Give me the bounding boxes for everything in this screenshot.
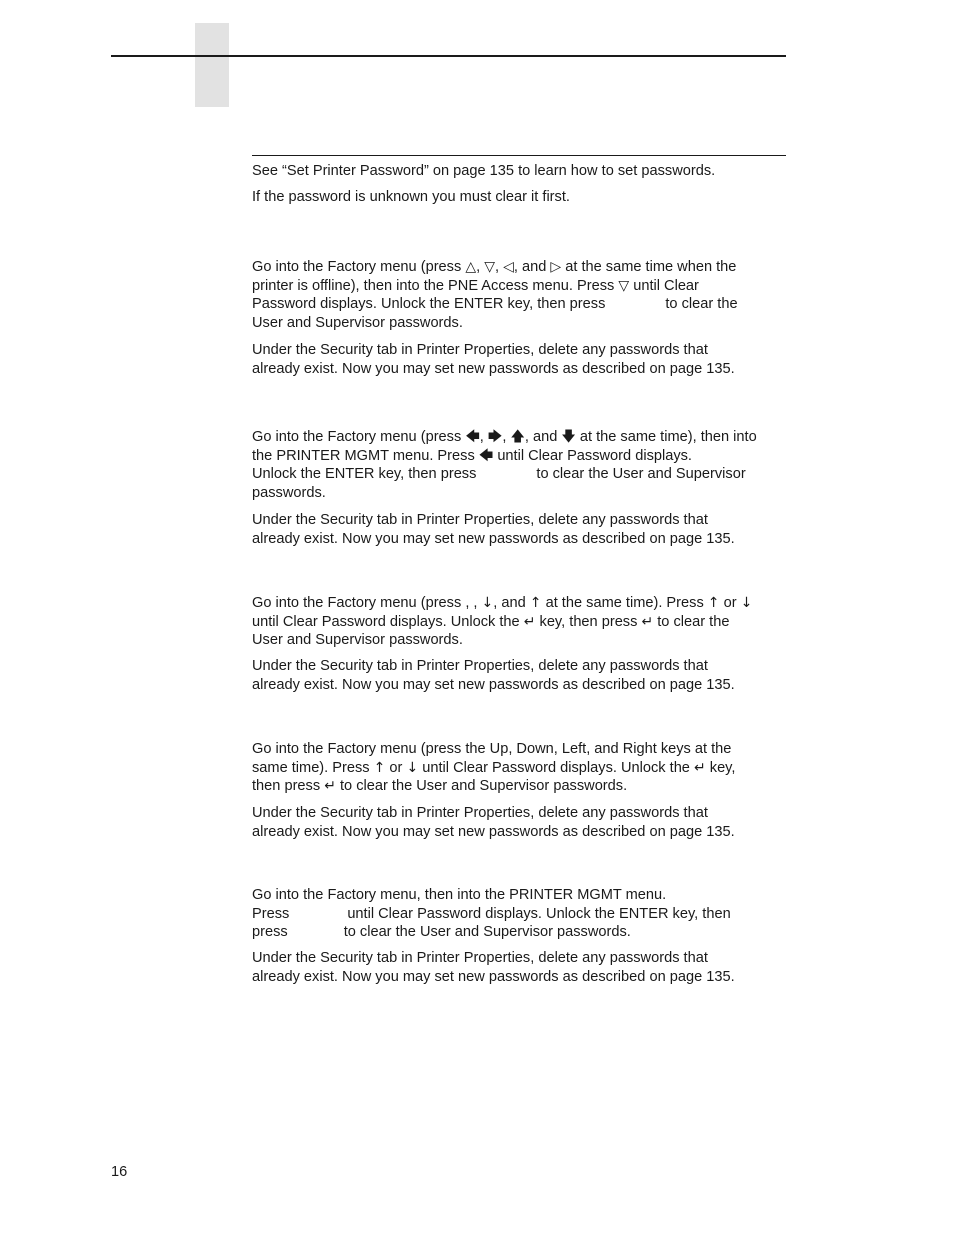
- step-text: Press: [252, 905, 290, 922]
- step-text: Unlock the ENTER key, then press: [252, 466, 477, 483]
- step-paragraph: [252, 886, 786, 942]
- step-text: Go into the Factory menu (press the Up, Down, Left, and Right keys at the: [252, 741, 732, 757]
- step-text: until Clear Password displays. Unlock the: [252, 613, 524, 630]
- step-text: printer is offline), then into the PNE Access menu. Press: [252, 277, 619, 294]
- step-text: Go into the Factory menu (press: [252, 429, 466, 445]
- step-text: User and Supervisor passwords.: [252, 632, 463, 649]
- key-symbol-icon: ↑: [707, 595, 720, 611]
- step-text: at the same time). Press: [541, 595, 708, 611]
- key-symbol-icon: △: [465, 259, 477, 275]
- key-symbol-icon: ↓: [481, 595, 494, 611]
- note-line: Under the Security tab in Printer Properties, delete any passwords that: [252, 950, 708, 966]
- step-line: [252, 613, 786, 632]
- step-text: to clear the User and Supervisor passwords.: [343, 924, 631, 941]
- security-tab-note: [252, 341, 786, 378]
- header-rule: [111, 55, 786, 57]
- key-symbol-icon: ↵: [324, 778, 336, 795]
- step-text: ,: [476, 259, 485, 275]
- step-line: [252, 258, 786, 277]
- note-line: Under the Security tab in Printer Properties, delete any passwords that: [252, 512, 708, 528]
- step-line: [252, 447, 786, 466]
- step-line: [252, 923, 786, 942]
- step-line: [252, 484, 786, 503]
- step-text: until Clear Password displays. Unlock the ENTER key, then: [347, 905, 731, 922]
- note-line: Under the Security tab in Printer Properties, delete any passwords that: [252, 342, 708, 358]
- step-text: Go into the Factory menu (press: [252, 259, 466, 275]
- chapter-tab-marker: [195, 23, 229, 107]
- step-text: ,: [495, 259, 504, 275]
- key-symbol-icon: 🡆: [487, 429, 503, 445]
- note-line: already exist. Now you may set new passwords as described on page 135.: [252, 676, 735, 693]
- step-text: or: [385, 759, 407, 776]
- step-text: passwords.: [252, 484, 326, 501]
- step-text: Password displays. Unlock the ENTER key, then press: [252, 296, 606, 313]
- key-symbol-icon: 🡇: [561, 429, 576, 445]
- key-symbol-icon: ↑: [529, 595, 542, 611]
- key-symbol-icon: ▽: [618, 277, 630, 294]
- step-text: ,: [479, 429, 488, 445]
- step-text: the PRINTER MGMT menu. Press: [252, 447, 479, 464]
- security-tab-note: [252, 949, 786, 986]
- key-symbol-icon: 🡅: [510, 429, 525, 445]
- security-tab-note: [252, 657, 786, 694]
- step-line: [252, 428, 786, 447]
- security-tab-note: [252, 804, 786, 841]
- step-line: [252, 277, 786, 296]
- key-symbol-icon: ↵: [641, 613, 654, 630]
- key-symbol-icon: ▷: [550, 259, 562, 275]
- intro-line-2: If the password is unknown you must clear it first.: [252, 189, 570, 205]
- key-symbol-icon: ↑: [373, 759, 386, 776]
- step-text: at the same time when the: [561, 259, 737, 275]
- step-text: key,: [705, 759, 736, 776]
- section-rule: [252, 155, 786, 156]
- step-text: until Clear Password displays.: [493, 447, 692, 464]
- note-line: already exist. Now you may set new passwords as described on page 135.: [252, 823, 735, 840]
- note-line: Under the Security tab in Printer Properties, delete any passwords that: [252, 805, 708, 821]
- step-text: ,: [502, 429, 511, 445]
- step-text: , and: [513, 259, 551, 275]
- key-symbol-icon: ↵: [693, 759, 706, 776]
- step-line: [252, 631, 786, 650]
- step-text: Go into the Factory menu, then into the PRINTER MGMT menu.: [252, 887, 667, 903]
- step-line: [252, 465, 786, 484]
- step-line: [252, 740, 786, 759]
- step-text: until Clear Password displays. Unlock the: [418, 759, 694, 776]
- step-paragraph: [252, 258, 786, 332]
- step-text: then press: [252, 778, 325, 795]
- step-text: , and: [493, 595, 530, 611]
- step-text: until Clear: [629, 277, 699, 294]
- step-text: User and Supervisor passwords.: [252, 314, 463, 331]
- step-paragraph: [252, 428, 786, 502]
- step-text: press: [252, 924, 288, 941]
- key-symbol-icon: ▽: [484, 259, 495, 275]
- step-text: or: [719, 595, 741, 611]
- note-line: already exist. Now you may set new passwords as described on page 135.: [252, 360, 735, 377]
- key-symbol-icon: ↵: [523, 613, 536, 630]
- step-text: key, then press: [535, 613, 642, 630]
- step-text: to clear the User and Supervisor passwords.: [335, 778, 628, 795]
- page-number: 16: [111, 1164, 128, 1180]
- note-line: already exist. Now you may set new passwords as described on page 135.: [252, 530, 735, 547]
- intro-line-1: See “Set Printer Password” on page 135 to learn how to set passwords.: [252, 163, 716, 179]
- step-paragraph: [252, 740, 786, 796]
- key-symbol-icon: ↓: [406, 759, 419, 776]
- key-symbol-icon: 🡄: [478, 447, 494, 464]
- step-line: [252, 777, 786, 796]
- step-text: at the same time), then into: [575, 429, 757, 445]
- step-line: [252, 886, 786, 905]
- key-symbol-icon: ↓: [740, 595, 753, 611]
- note-line: Under the Security tab in Printer Properties, delete any passwords that: [252, 658, 708, 674]
- key-symbol-icon: 🡄: [465, 429, 480, 445]
- note-line: already exist. Now you may set new passwords as described on page 135.: [252, 968, 735, 985]
- step-paragraph: [252, 594, 786, 650]
- step-line: [252, 314, 786, 333]
- step-line: [252, 594, 786, 613]
- key-symbol-icon: ◁: [503, 259, 514, 275]
- step-line: [252, 295, 786, 314]
- step-text: to clear the User and Supervisor: [536, 466, 746, 483]
- step-text: same time). Press: [252, 759, 374, 776]
- step-text: , and: [524, 429, 562, 445]
- step-text: Go into the Factory menu (press , ,: [252, 595, 482, 611]
- step-text: to clear the: [653, 613, 730, 630]
- step-line: [252, 905, 786, 924]
- step-line: [252, 759, 786, 778]
- step-text: to clear the: [665, 296, 738, 313]
- security-tab-note: [252, 511, 786, 548]
